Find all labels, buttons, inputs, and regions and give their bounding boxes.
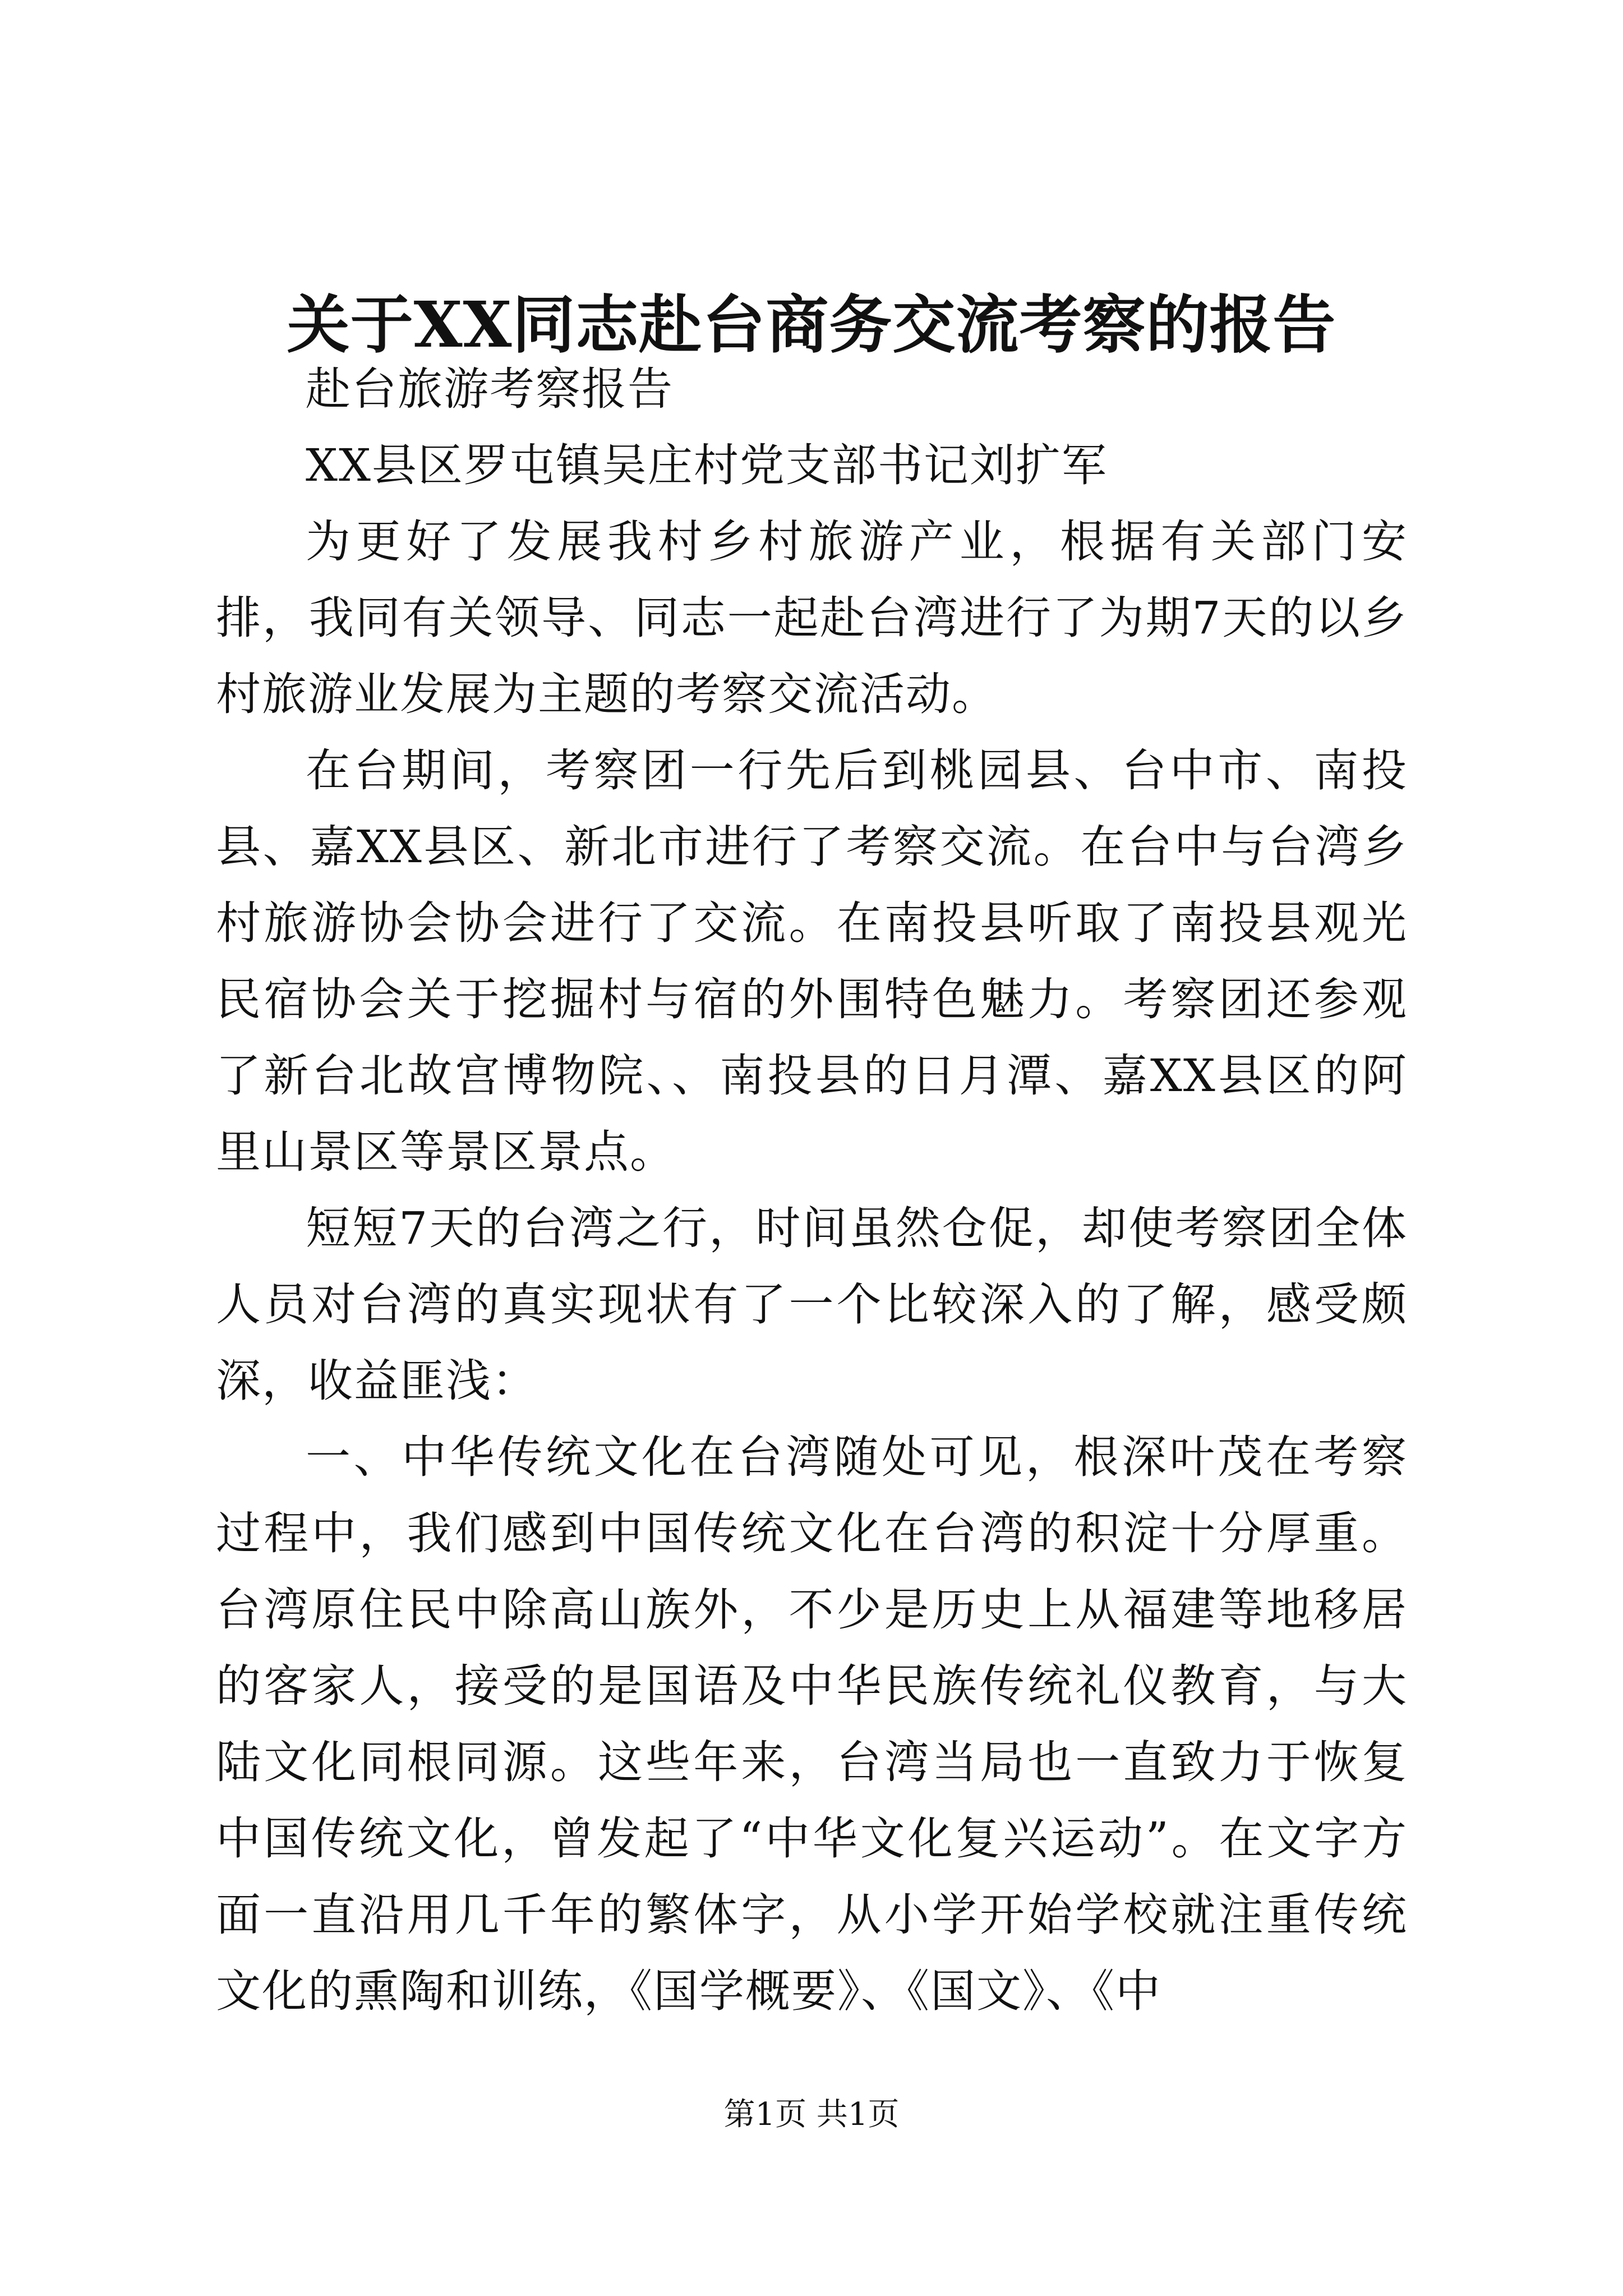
page-footer: 第1页 共1页 <box>723 2096 900 2133</box>
paragraph-author: XX县区罗屯镇吴庄村党支部书记刘扩军 <box>306 439 1108 491</box>
paragraph-itinerary: 在台期间，考察团一行先后到桃园县、台中市、南投县、嘉XX县区、新北市进行了考察交流。在台中与台湾乡村旅游协会协会进行了交流。在南投县听取了南投县观光民宿协会关于挖掘村与宿的外围特色魅力。考察团还参观了新台北故宫博物院、、南投县的日月潭、嘉XX县区的阿里山景区等景区景点。 <box>216 744 1408 1178</box>
document-title: 关于XX同志赴台商务交流考察的报告 <box>287 288 1336 362</box>
document-body <box>216 351 1408 2030</box>
paragraph-subtitle: 赴台旅游考察报告 <box>306 363 674 415</box>
paragraph-impressions: 短短7天的台湾之行，时间虽然仓促，却使考察团全体人员对台湾的真实现状有了一个比较深入的了解，感受颇深，收益匪浅： <box>216 1202 1408 1407</box>
paragraph-intro: 为更好了发展我村乡村旅游产业，根据有关部门安排，我同有关领导、同志一起赴台湾进行了为期7天的以乡村旅游业发展为主题的考察交流活动。 <box>216 516 1408 720</box>
paragraph-culture: 一、中华传统文化在台湾随处可见，根深叶茂在考察过程中，我们感到中国传统文化在台湾的积淀十分厚重。台湾原住民中除高山族外，不少是历史上从福建等地移居的客家人，接受的是国语及中华民族传统礼仪教育，与大陆文化同根同源。这些年来，台湾当局也一直致力于恢复中国传统文化，曾发起了“中华文化复兴运动”。在文字方面一直沿用几千年的繁体字，从小学开始学校就注重传统文化的熏陶和训练，《国学概要》、《国文》、《中 <box>216 1431 1408 2017</box>
